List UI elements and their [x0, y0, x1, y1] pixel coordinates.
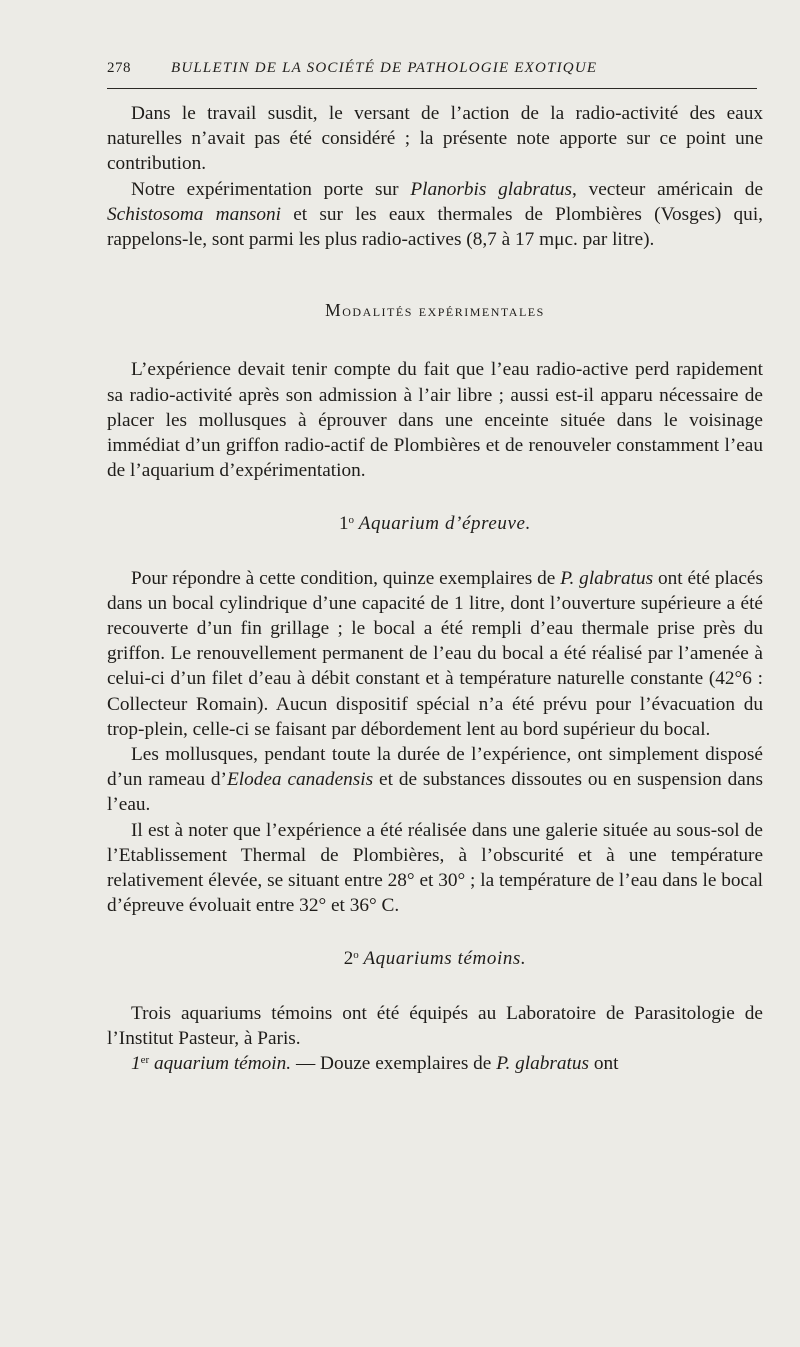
species-name: P. glabratus — [496, 1053, 590, 1075]
subsection-1-paragraph-3: Il est à noter que l’expérience a été réalisée dans une galerie située au sous-sol de l’Etablissement Thermal de Plombières, à l’obscurité et à une température relativement élevée, se situant entre 28° et 30° ; la température de l’eau dans le bocal d’épreuve évoluait entre 32° et 36° C. — [107, 819, 763, 917]
ordinal-suffix: er — [140, 1054, 150, 1067]
text-run: ont été placés dans un bocal cylindrique d’une capacité de 1 litre, dont l’ouverture supérieure a été recouverte d’un fin grillage ; le bocal a été rempli d’eau thermale prise près du griffon. Le renouvellement permanent de l’eau du bocal a été réalisé par l’amenée à celui-ci d’un filet d’eau à débit constant et à température naturelle constante (42°6 : Collecteur Romain). Aucun dispositif spécial n’a été prévu pour l’évacuation du trop-plein, celle-ci se faisant par débordement lent au bord supérieur du bocal. — [107, 567, 763, 740]
species-name: Elodea canadensis — [226, 769, 374, 791]
text-run: Pour répondre à cette condition, quinze exemplaires de — [131, 567, 561, 589]
subsection-title: Aquariums témoins. — [363, 948, 527, 970]
subsection-number: 1 — [339, 513, 349, 535]
degree-mark: o — [348, 514, 355, 527]
species-name: Schistosoma mansoni — [107, 203, 281, 225]
running-head — [107, 60, 757, 89]
subsection-1-paragraph-2 — [107, 742, 763, 818]
text-run: Les mollusques, pendant toute la durée de l’expérience, ont simplement disposé d’un rameau d’ — [107, 744, 763, 791]
text-run: ont — [589, 1053, 619, 1075]
species-name: Planorbis glabratus — [410, 178, 573, 200]
subsection-title: Aquarium d’épreuve. — [358, 513, 531, 535]
intro-paragraph-1: Dans le travail susdit, le versant de l’action de la radio-activité des eaux naturelles n’avait pas été considéré ; la présente note apporte sur ce point une contribution. — [107, 103, 763, 175]
subsection-number: 2 — [343, 948, 354, 970]
text-run: , vecteur américain de — [572, 178, 764, 200]
subsection-heading-1 — [107, 511, 763, 536]
section-heading: Modalités expérimentales — [325, 300, 545, 321]
text-run: et sur les eaux thermales de Plombières (Vosges) qui, rappelons-le, sont parmi les plus radio-actives (8,7 à 17 mμc. par litre). — [107, 203, 763, 251]
page-number: 278 — [107, 60, 131, 76]
text-run: — Douze exemplaires de — [291, 1053, 497, 1075]
subsection-1-paragraph-1 — [107, 566, 763, 742]
subsection-heading-2 — [107, 946, 763, 971]
text-run: et de substances dissoutes ou en suspension dans l’eau. — [107, 769, 764, 816]
section-paragraph-1: L’expérience devait tenir compte du fait que l’eau radio-active perd rapidement sa radio-activité après son admission à l’air libre ; aussi est-il apparu nécessaire de placer les mollusques à éprouver dans une enceinte située dans le voisinage immédiat d’un griffon radio-actif de Plombières et de renouveler constamment l’eau de l’aquarium d’expérimentation. — [107, 359, 763, 482]
journal-title: BULLETIN DE LA SOCIÉTÉ DE PATHOLOGIE EXOTIQUE — [171, 60, 598, 76]
subsection-2-paragraph-1: Trois aquariums témoins ont été équipés au Laboratoire de Parasitologie de l’Institut Pasteur, à Paris. — [107, 1002, 763, 1049]
control-label: aquarium témoin. — [154, 1053, 292, 1075]
intro-paragraph-2 — [107, 177, 763, 253]
subsection-2-paragraph-2 — [107, 1051, 763, 1076]
species-name: P. glabratus — [560, 567, 654, 589]
article-body — [107, 101, 763, 1076]
ordinal: 1 — [131, 1053, 141, 1075]
degree-mark: o — [353, 949, 359, 962]
text-run: Notre expérimentation porte sur — [131, 178, 411, 200]
